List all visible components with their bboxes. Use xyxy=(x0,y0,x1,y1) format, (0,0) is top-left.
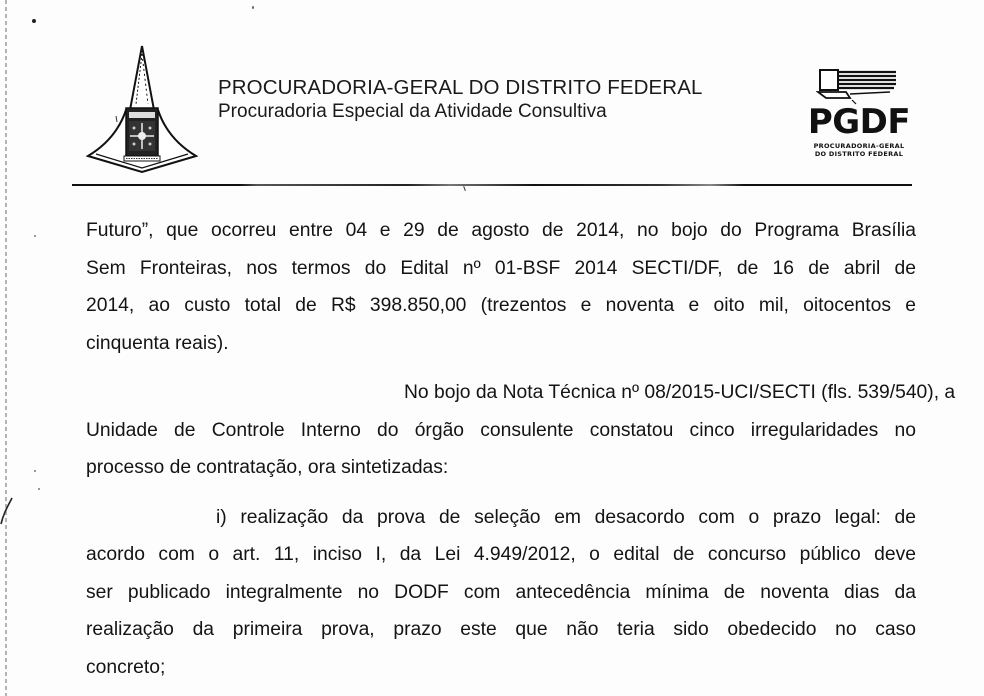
organization-title: PROCURADORIA-GERAL DO DISTRITO FEDERAL xyxy=(218,76,703,99)
paragraph-technical-note xyxy=(86,374,956,487)
pgdf-logo xyxy=(796,68,922,168)
text-line: acordo com o art. 11, inciso I, da Lei 4.949/2012, o edital de concurso público deve xyxy=(86,544,916,565)
header-divider xyxy=(72,184,912,186)
text-line: ser publicado integralmente no DODF com antecedência mínima de noventa dias da xyxy=(86,581,916,603)
text-line: i) realização da prova de seleção em desacordo com o prazo legal: de xyxy=(216,506,916,528)
pgdf-wordmark: PGDF xyxy=(807,102,911,142)
text-line: Unidade de Controle Interno do órgão consulente constatou cinco irregularidades no xyxy=(86,419,916,441)
organization-heading xyxy=(218,76,702,124)
scan-speck xyxy=(463,186,466,191)
text-line: Futuro”, que ocorreu entre 04 e 29 de agosto de 2014, no bojo do Programa Brasília xyxy=(86,220,916,241)
text-line: 2014, ao custo total de R$ 398.850,00 (trezentos e noventa e oito mil, oitocentos e xyxy=(86,295,916,316)
scan-speck xyxy=(34,470,36,472)
text-line: Sem Fronteiras, nos termos do Edital nº 01-BSF 2014 SECTI/DF, de 16 de abril de xyxy=(86,257,916,279)
binding-curve-mark xyxy=(0,496,14,526)
text-line: No bojo da Nota Técnica nº 08/2015-UCI/SECTI (fls. 539/540), a xyxy=(404,382,956,403)
document-letterhead xyxy=(0,0,984,190)
paragraph-irregularity-i xyxy=(86,499,916,687)
paragraph-event-cost xyxy=(86,212,916,362)
text-line: processo de contratação, ora sintetizadas: xyxy=(86,457,449,478)
scan-speck xyxy=(38,488,40,490)
document-body xyxy=(86,212,956,686)
pgdf-caption-line1: PROCURADORIA-GERAL xyxy=(813,142,905,150)
organization-subtitle: Procuradoria Especial da Atividade Consultiva xyxy=(218,101,607,122)
brasilia-crest-icon xyxy=(86,44,198,174)
text-line: cinquenta reais). xyxy=(86,332,229,354)
text-line: realização da primeira prova, prazo este que não teria sido obedecido no caso xyxy=(86,619,916,640)
scan-speck xyxy=(34,235,36,237)
text-line: concreto; xyxy=(86,656,166,678)
pgdf-building-mark-icon xyxy=(816,68,900,106)
pgdf-caption xyxy=(796,142,922,158)
pgdf-caption-line2: DO DISTRITO FEDERAL xyxy=(814,150,904,158)
